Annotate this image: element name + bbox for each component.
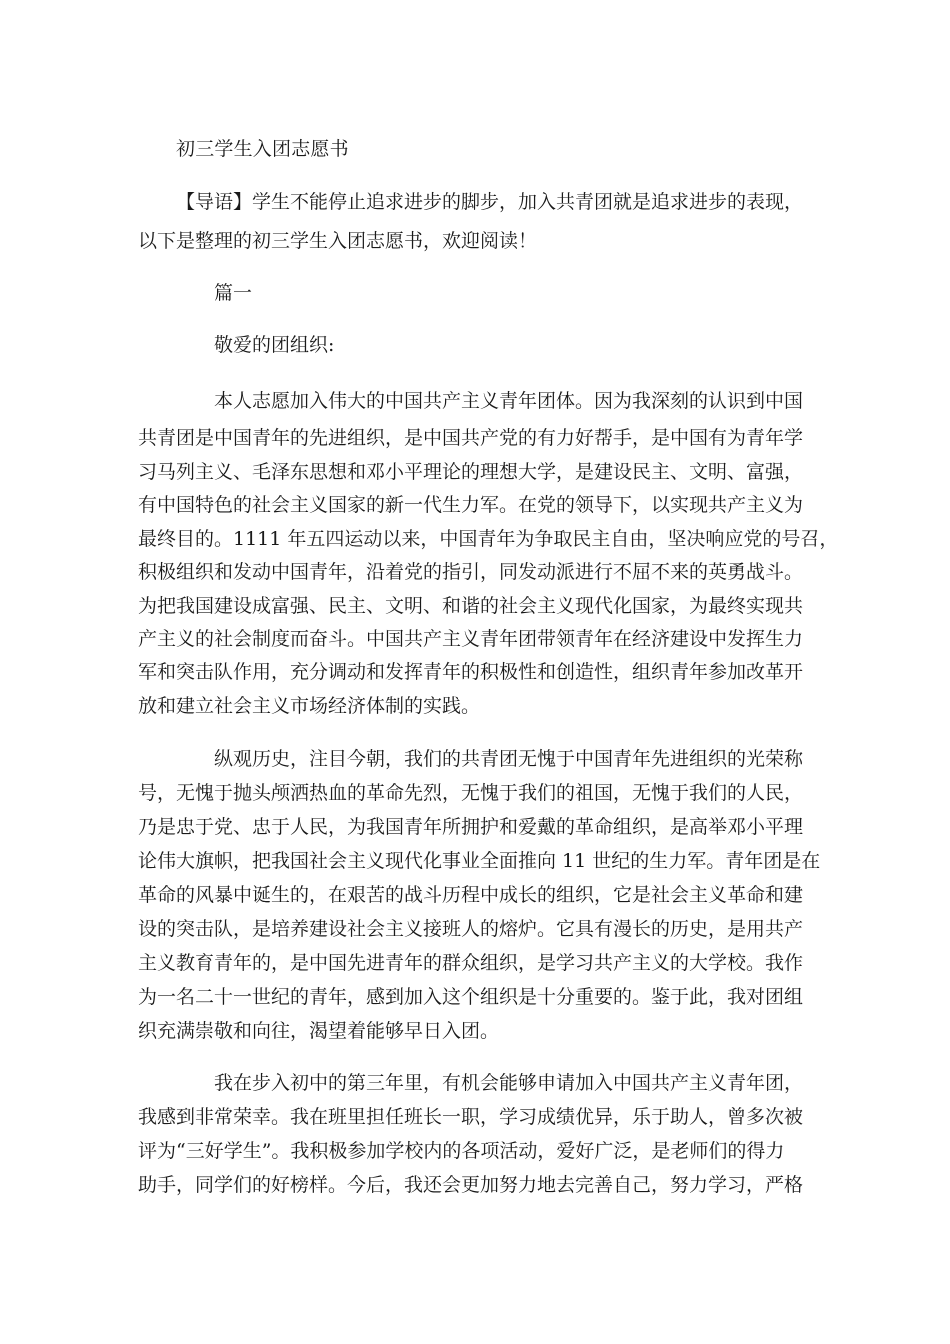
paragraph-line: 我感到非常荣幸。我在班里担任班长一职，学习成绩优异，乐于助人，曾多次被 [138, 1106, 804, 1128]
salutation: 敬爱的团组织: [214, 334, 335, 356]
paragraph-line: 革命的风暴中诞生的，在艰苦的战斗历程中成长的组织，它是社会主义革命和建 [138, 884, 804, 906]
paragraph-line: 共青团是中国青年的先进组织，是中国共产党的有力好帮手，是中国有为青年学 [138, 427, 804, 449]
paragraph-line: 织充满崇敬和向往，渴望着能够早日入团。 [138, 1020, 500, 1042]
paragraph-line: 积极组织和发动中国青年，沿着党的指引，同发动派进行不屈不来的英勇战斗。 [138, 561, 804, 583]
paragraph-line: 我在步入初中的第三年里，有机会能够申请加入中国共产主义青年团， [214, 1072, 804, 1094]
paragraph-line: 纵观历史，注目今朝，我们的共青团无愧于中国青年先进组织的光荣称 [214, 748, 804, 770]
intro-line: 【导语】学生不能停止追求进步的脚步，加入共青团就是追求进步的表现， [176, 191, 804, 213]
paragraph-line: 号，无愧于抛头颅洒热血的革命先烈，无愧于我们的祖国，无愧于我们的人民， [138, 782, 804, 804]
intro-line: 以下是整理的初三学生入团志愿书，欢迎阅读！ [138, 230, 538, 252]
paragraph-line: 有中国特色的社会主义国家的新一代生力军。在党的领导下，以实现共产主义为 [138, 494, 804, 516]
section-label: 篇一 [214, 282, 253, 304]
paragraph-line: 本人志愿加入伟大的中国共产主义青年团体。因为我深刻的认识到中国 [214, 390, 804, 412]
paragraph-line: 为一名二十一世纪的青年，感到加入这个组织是十分重要的。鉴于此，我对团组 [138, 986, 804, 1008]
paragraph-line: 主义教育青年的，是中国先进青年的群众组织，是学习共产主义的大学校。我作 [138, 952, 804, 974]
paragraph-line: 评为“三好学生”。我积极参加学校内的各项活动，爱好广泛，是老师们的得力 [138, 1140, 785, 1162]
paragraph-line: 习马列主义、毛泽东思想和邓小平理论的理想大学，是建设民主、文明、富强， [138, 461, 804, 483]
paragraph-line: 为把我国建设成富强、民主、文明、和谐的社会主义现代化国家，为最终实现共 [138, 595, 804, 617]
paragraph-line: 论伟大旗帜，把我国社会主义现代化事业全面推向 11 世纪的生力军。青年团是在 [138, 850, 821, 872]
paragraph-line: 助手，同学们的好榜样。今后，我还会更加努力地去完善自己，努力学习，严格 [138, 1174, 804, 1196]
paragraph-line: 最终目的。1111 年五四运动以来，中国青年为争取民主自由，坚决响应党的号召， [138, 528, 839, 550]
paragraph-line: 设的突击队，是培养建设社会主义接班人的熔炉。它具有漫长的历史，是用共产 [138, 918, 804, 940]
paragraph-line: 产主义的社会制度而奋斗。中国共产主义青年团带领青年在经济建设中发挥生力 [138, 628, 804, 650]
paragraph-line: 放和建立社会主义市场经济体制的实践。 [138, 695, 481, 717]
paragraph-line: 军和突击队作用，充分调动和发挥青年的积极性和创造性，组织青年参加改革开 [138, 661, 804, 683]
document-title: 初三学生入团志愿书 [176, 138, 349, 160]
paragraph-line: 乃是忠于党、忠于人民，为我国青年所拥护和爱戴的革命组织，是高举邓小平理 [138, 816, 804, 838]
